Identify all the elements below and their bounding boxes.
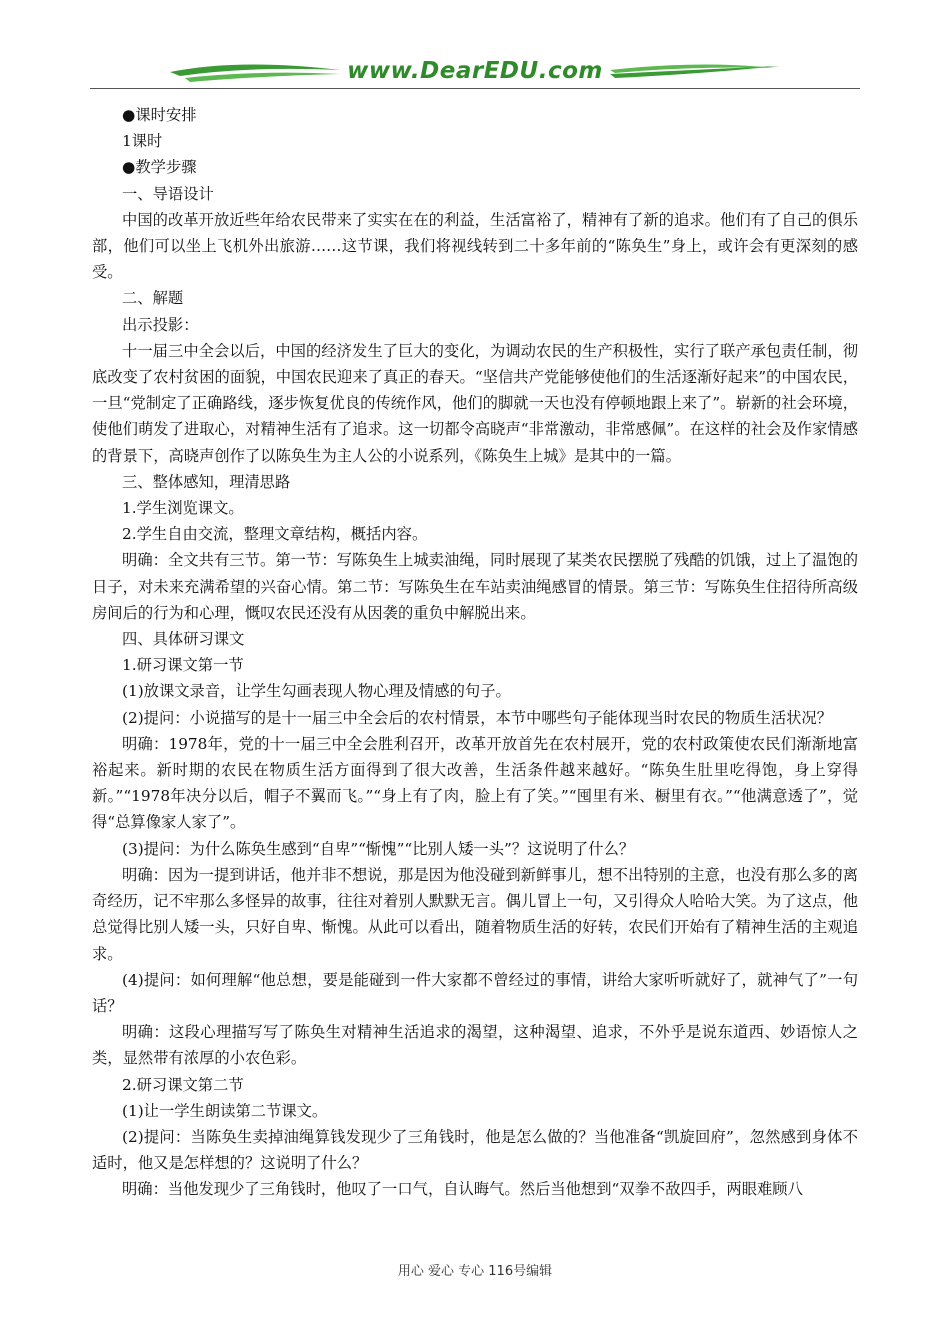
section-heading: 四、具体研习课文 [122,630,245,649]
list-item: (2)提问：当陈奂生卖掉油绳算钱发现少了三角钱时，他是怎么做的？当他准备“凯旋回府”，忽然感到身体不适时，他又是怎样想的？这说明了什么？ [92,1127,858,1173]
page-header [90,52,860,98]
subsection-heading: 1.研习课文第一节 [122,656,244,675]
paragraph: 明确：全文共有三节。第一节：写陈奂生上城卖油绳，同时展现了某类农民摆脱了残酷的饥饿，过上了温饱的日子，对未来充满希望的兴奋心情。第二节：写陈奂生在车站卖油绳感冒的情景。第三节：写陈奂生住招待所高级房间后的行为和心理，慨叹农民还没有从因袭的重负中解脱出来。 [92,551,858,622]
body-text [92,102,858,1203]
paragraph: 明确：当他发现少了三角钱时，他叹了一口气，自认晦气。然后当他想到“双拳不敌四手，两眼难顾八 [122,1180,803,1199]
list-item: (3)提问：为什么陈奂生感到“自卑”“惭愧”“比别人矮一头”？这说明了什么？ [122,839,635,858]
subsection-heading: 2.研习课文第二节 [122,1075,244,1094]
site-logo-text[interactable]: www.DearEDU.com [347,58,603,84]
section-heading: 一、导语设计 [122,184,214,203]
list-item: 1.学生浏览课文。 [122,499,244,518]
paragraph: 中国的改革开放近些年给农民带来了实实在在的利益，生活富裕了，精神有了新的追求。他们有了自己的俱乐部，他们可以坐上飞机外出旅游……这节课，我们将视线转到二十多年前的“陈奂生”身上，或许会有更深刻的感受。 [92,210,858,282]
heading-steps: ●教学步骤 [122,158,197,177]
section-heading: 二、解题 [122,289,184,308]
list-item: (1)放课文录音，让学生勾画表现人物心理及情感的句子。 [122,682,511,701]
list-item: (1)让一学生朗读第二节课文。 [122,1101,328,1120]
paragraph: 出示投影： [122,315,199,334]
list-item: (4)提问：如何理解“他总想，要是能碰到一件大家都不曾经过的事情，讲给大家听听就好了，就神气了”一句话？ [92,970,858,1015]
page-footer: 用心 爱心 专心 116号编辑 [397,1264,553,1279]
section-heading: 三、整体感知，理清思路 [122,472,291,491]
paragraph: 明确：这段心理描写写了陈奂生对精神生活追求的渴望，这种渴望、追求，不外乎是说东道西、妙语惊人之类，显然带有浓厚的小农色彩。 [92,1023,858,1068]
list-item: (2)提问：小说描写的是十一届三中全会后的农村情景，本节中哪些句子能体现当时农民的物质生活状况？ [122,708,833,727]
schedule-value: 1课时 [122,132,163,151]
header-divider [90,88,860,89]
list-item: 2.学生自由交流，整理文章结构，概括内容。 [122,525,428,544]
heading-schedule: ●课时安排 [122,106,197,124]
paragraph: 十一届三中全会以后，中国的经济发生了巨大的变化，为调动农民的生产积极性，实行了联产承包责任制，彻底改变了农村贫困的面貌，中国农民迎来了真正的春天。“坚信共产党能够使他们的生活逐渐好起来”的中国农民，一旦“党制定了正确路线，逐步恢复优良的传统作风，他们的脚就一天也没有停顿地跟上来了”。崭新的社会环境，使他们萌发了进取心，对精神生活有了追求。这一切都令高晓声“非常激动，非常感佩”。在这样的社会及作家情感的背景下，高晓声创作了以陈奂生为主人公的小说系列，《陈奂生上城》是其中的一篇。 [92,341,858,465]
paragraph: 明确：因为一提到讲话，他并非不想说，那是因为他没碰到新鲜事儿，想不出特别的主意，也没有那么多的离奇经历，记不牢那么多怪异的故事，往往对着别人默默无言。偶儿冒上一句，又引得众人哈哈大笑。为了这点，他总觉得比别人矮一头，只好自卑、惭愧。从此可以看出，随着物质生活的好转，农民们开始有了精神生活的主观追求。 [92,865,858,963]
paragraph: 明确：1978年，党的十一届三中全会胜利召开，改革开放首先在农村展开，党的农村政策使农民们渐渐地富裕起来。新时期的农民在物质生活方面得到了很大改善，生活条件越来越好。“陈奂生肚里吃得饱，身上穿得新。”“1978年决分以后，帽子不翼而飞。”“身上有了肉，脸上有了笑。”“囤里有米、橱里有衣。”“他满意透了”，觉得“总算像家人家了”。 [92,734,858,832]
